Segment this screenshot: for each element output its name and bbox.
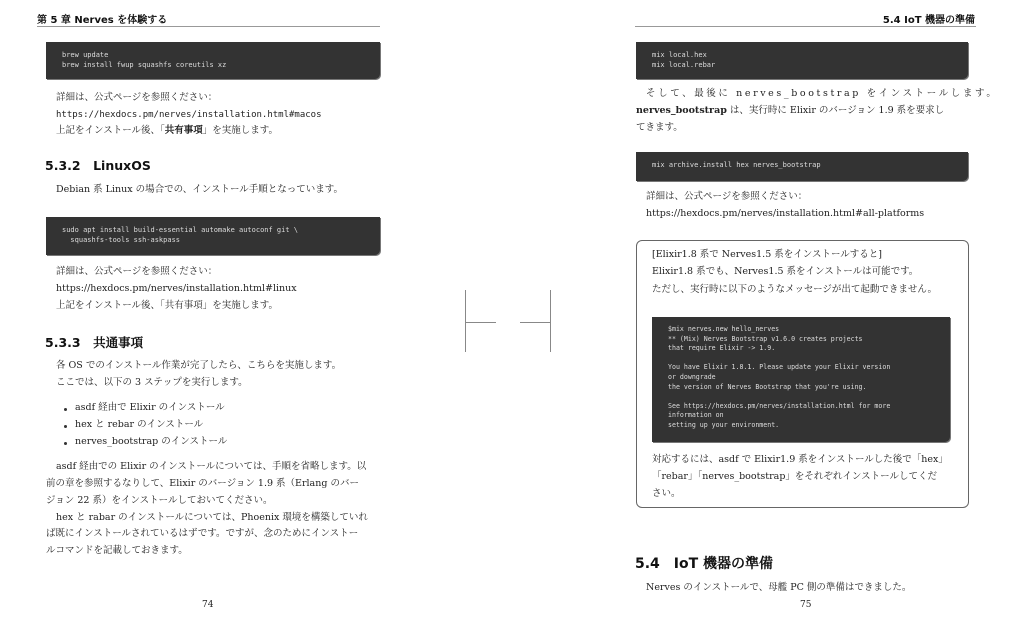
detail-text: 詳細は、公式ページを参照ください： [646, 191, 808, 202]
finally-line [636, 105, 944, 117]
linux-intro: Debian 系 Linux の場合での、インストール手順となっています。 [56, 184, 344, 195]
code-block-archive-install: mix archive.install hex nerves_bootstrap [636, 152, 968, 181]
detail-text: 詳細は、公式ページを参照ください： [56, 92, 218, 103]
text: 」を実施します。 [202, 125, 279, 136]
note-line: ただし、実行時に以下のようなメッセージが出て起動できません。 [652, 284, 938, 295]
crop-mark [520, 322, 551, 323]
running-header-left: 第 5 章 Nerves を体験する [37, 15, 168, 26]
text: は、実行時に Elixir のバージョン 1.9 系を要求し [726, 105, 945, 116]
paragraph-line: ルコマンドを記載しておきます。 [46, 545, 188, 556]
common-line: ここでは、以下の 3 ステップを実行します。 [56, 377, 248, 388]
page-number: 75 [800, 600, 812, 610]
note-line: 「rebar」「nerves_bootstrap」をそれぞれインストールしてくだ [652, 471, 937, 482]
section-intro: Nerves のインストールで、母艦 PC 側の準備はできました。 [646, 582, 912, 593]
list-item: asdf 経由で Elixir のインストール [75, 402, 225, 413]
code-block-brew: brew update brew install fwup squashfs coreutils xz [46, 42, 380, 79]
crop-mark [550, 290, 551, 352]
paragraph-line: asdf 経由での Elixir のインストールについては、手順を省略します。以 [56, 461, 367, 472]
all-platforms-url[interactable]: https://hexdocs.pm/nerves/installation.html#all-platforms [646, 208, 925, 219]
bullet-icon [64, 425, 67, 428]
bullet-icon [64, 442, 67, 445]
paragraph-line: ば既にインストールされているはずです。ですが、念のためにインストー [46, 528, 359, 539]
bold-ref: 共有事項 [164, 125, 203, 136]
linux-url[interactable]: https://hexdocs.pm/nerves/installation.html#linux [56, 283, 297, 294]
list-item: hex と rebar のインストール [75, 419, 204, 430]
crop-mark [465, 290, 466, 352]
running-header-right: 5.4 IoT 機器の準備 [882, 15, 975, 26]
paragraph-line: ジョン 22 系）をインストールしておいてください。 [46, 495, 273, 506]
finally-line: てきます。 [636, 122, 683, 133]
paragraph-line: hex と rabar のインストールについては、Phoenix 環境を構築していれ [56, 512, 368, 523]
list-item: nerves_bootstrap のインストール [75, 436, 228, 447]
paragraph-line: 前の章を参照するなりして、Elixir のバージョン 1.9 系（Erlang のバー [46, 478, 359, 489]
code-block-mix-local: mix local.hex mix local.rebar [636, 42, 968, 79]
note-line: さい。 [652, 488, 681, 499]
bullet-icon [64, 408, 67, 411]
page-number: 74 [202, 600, 214, 610]
code-block-error-message: $mix nerves.new hello_nerves ** (Mix) Nerves Bootstrap v1.6.0 creates projects that require Elixir -> 1.9. You have Elixir 1.8.1. Please update your Elixir version or downgrade the version of Nerves Bootstrap that you're using. See https://hexdocs.pm/nerves/installation.html for more information on setting up your environment. [652, 317, 950, 442]
common-line: 各 OS でのインストール作業が完了したら、こちらを実施します。 [56, 360, 342, 371]
header-rule [635, 26, 976, 27]
crop-mark [465, 322, 496, 323]
code-block-apt: sudo apt install build-essential automake autoconf git \ squashfs-tools ssh-askpass [46, 217, 380, 255]
section-heading-common: 5.3.3 共通事項 [45, 335, 144, 350]
header-rule [37, 26, 380, 27]
note-line: Elixir1.8 系でも、Nerves1.5 系をインストールは可能です。 [652, 266, 919, 277]
text: 上記をインストール後、「 [56, 125, 165, 136]
after-install-text [56, 125, 278, 137]
finally-line: そして、最後に nerves_bootstrap をインストールします。 [646, 88, 999, 99]
after-install-text: 上記をインストール後、「共有事項」を実施します。 [56, 300, 279, 311]
section-heading-linuxos: 5.3.2 LinuxOS [45, 158, 151, 173]
bold-ref: nerves_bootstrap [636, 105, 727, 116]
note-line: 対応するには、asdf で Elixir1.9 系をインストールした後で「hex」 [652, 454, 948, 465]
section-heading-iot: 5.4 IoT 機器の準備 [635, 556, 774, 572]
note-line: [Elixir1.8 系で Nerves1.5 系をインストールすると] [652, 249, 883, 260]
detail-text: 詳細は、公式ページを参照ください： [56, 266, 218, 277]
macos-url[interactable]: https://hexdocs.pm/nerves/installation.html#macos [56, 110, 322, 120]
